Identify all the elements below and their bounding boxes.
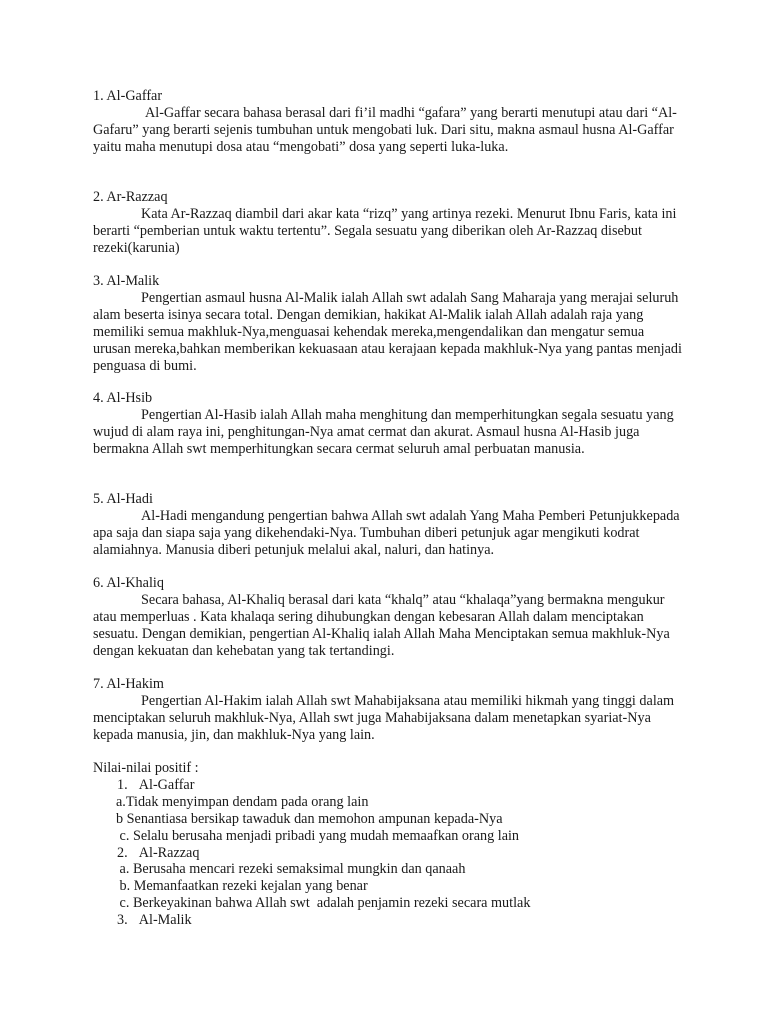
- section-al-hasib: [93, 390, 683, 458]
- section-text: Pengertian Al-Hasib ialah Allah maha menghitung dan memperhitungkan segala sesuatu yang wujud di alam raya ini, penghitungan-Nya amat cermat dan akurat. Asmaul husna Al-Hasib juga bermakna Allah swt memperhitungkan secara cermat seluruh amal perbuatan manusia.: [93, 406, 674, 457]
- nilai-group-number: 3.: [117, 912, 128, 929]
- nilai-group-heading: [93, 912, 653, 929]
- section-heading: 1. Al-Gaffar: [93, 88, 163, 104]
- nilai-title: Nilai-nilai positif :: [93, 760, 199, 776]
- nilai-group-heading: [93, 845, 653, 862]
- nilai-group-heading: [93, 777, 653, 794]
- nilai-item: c. Selalu berusaha menjadi pribadi yang mudah memaafkan orang lain: [116, 827, 520, 844]
- section-text: Secara bahasa, Al-Khaliq berasal dari kata “khalq” atau “khalaqa”yang bermakna mengukur atau memperluas . Kata khalaqa sering dihubungkan dengan kebesaran Allah dalam menciptakan sesuatu. Dengan demikian, pengertian Al-Khaliq ialah Allah Maha Menciptakan semua makhluk-Nya dengan kekuatan dan kehebatan yang tak tertandingi.: [93, 591, 670, 659]
- nilai-group-number: 2.: [117, 844, 128, 861]
- section-al-gaffar: [93, 88, 683, 156]
- section-ar-razzaq: [93, 189, 683, 257]
- nilai-item: b. Memanfaatkan rezeki kejalan yang benar: [116, 878, 368, 895]
- section-heading: 7. Al-Hakim: [93, 676, 164, 692]
- nilai-item: a. Berusaha mencari rezeki semaksimal mungkin dan qanaah: [116, 861, 466, 878]
- section-heading: 3. Al-Malik: [93, 273, 160, 289]
- nilai-group-name: Al-Malik: [138, 912, 192, 929]
- section-heading: 5. Al-Hadi: [93, 491, 153, 507]
- section-text: Al-Hadi mengandung pengertian bahwa Allah swt adalah Yang Maha Pemberi Petunjukkepada apa saja dan siapa saja yang dikehendaki-Nya. Tumbuhan diberi petunjuk agar mengikuti kodrat alamiahnya. Manusia diberi petunjuk melalui akal, naluri, dan hatinya.: [93, 507, 680, 558]
- nilai-group-number: 1.: [117, 776, 128, 793]
- section-text: Kata Ar-Razzaq diambil dari akar kata “rizq” yang artinya rezeki. Menurut Ibnu Faris, kata ini berarti “pemberian untuk waktu tertentu”. Segala sesuatu yang diberikan oleh Ar-Razzaq disebut rezeki(karunia): [93, 205, 677, 256]
- nilai-group-name: Al-Razzaq: [138, 844, 200, 861]
- section-text: Al-Gaffar secara bahasa berasal dari fi’il madhi “gafara” yang berarti menutupi atau dari “Al-Gafaru” yang berarti sejenis tumbuhan untuk mengobati luk. Dari situ, makna asmaul husna Al-Gaffar yaitu maha menutupi dosa atau “mengobati” dosa yang seperti luka-luka.: [93, 104, 677, 155]
- section-al-hadi: [93, 491, 683, 559]
- nilai-item: b Senantiasa bersikap tawaduk dan memohon ampunan kepada-Nya: [116, 810, 503, 827]
- section-heading: 4. Al-Hsib: [93, 390, 153, 406]
- section-heading: 6. Al-Khaliq: [93, 575, 164, 591]
- nilai-item: c. Berkeyakinan bahwa Allah swt adalah penjamin rezeki secara mutlak: [116, 895, 531, 912]
- section-text: Pengertian asmaul husna Al-Malik ialah Allah swt adalah Sang Maharaja yang merajai seluruh alam beserta isinya secara total. Dengan demikian, hakikat Al-Malik ialah Allah adalah raja yang memiliki semua makhluk-Nya,menguasai kehendak mereka,mengendalikan dan mengatur semua urusan mereka,bahkan memberikan kekuasaan atau kerajaan kepada makhluk-Nya yang pantas menjadi penguasa di bumi.: [93, 289, 682, 374]
- section-heading: 2. Ar-Razzaq: [93, 189, 168, 205]
- nilai-item: a.Tidak menyimpan dendam pada orang lain: [116, 793, 369, 810]
- section-al-malik: [93, 273, 683, 374]
- nilai-group-name: Al-Gaffar: [138, 776, 195, 793]
- section-text: Pengertian Al-Hakim ialah Allah swt Mahabijaksana atau memiliki hikmah yang tinggi dalam menciptakan seluruh makhluk-Nya, Allah swt juga Mahabijaksana dalam menetapkan syariat-Nya kepada manusia, jin, dan makhluk-Nya yang lain.: [93, 692, 675, 743]
- section-al-hakim: [93, 676, 683, 744]
- nilai-positif-list: [93, 760, 653, 929]
- section-al-khaliq: [93, 575, 683, 660]
